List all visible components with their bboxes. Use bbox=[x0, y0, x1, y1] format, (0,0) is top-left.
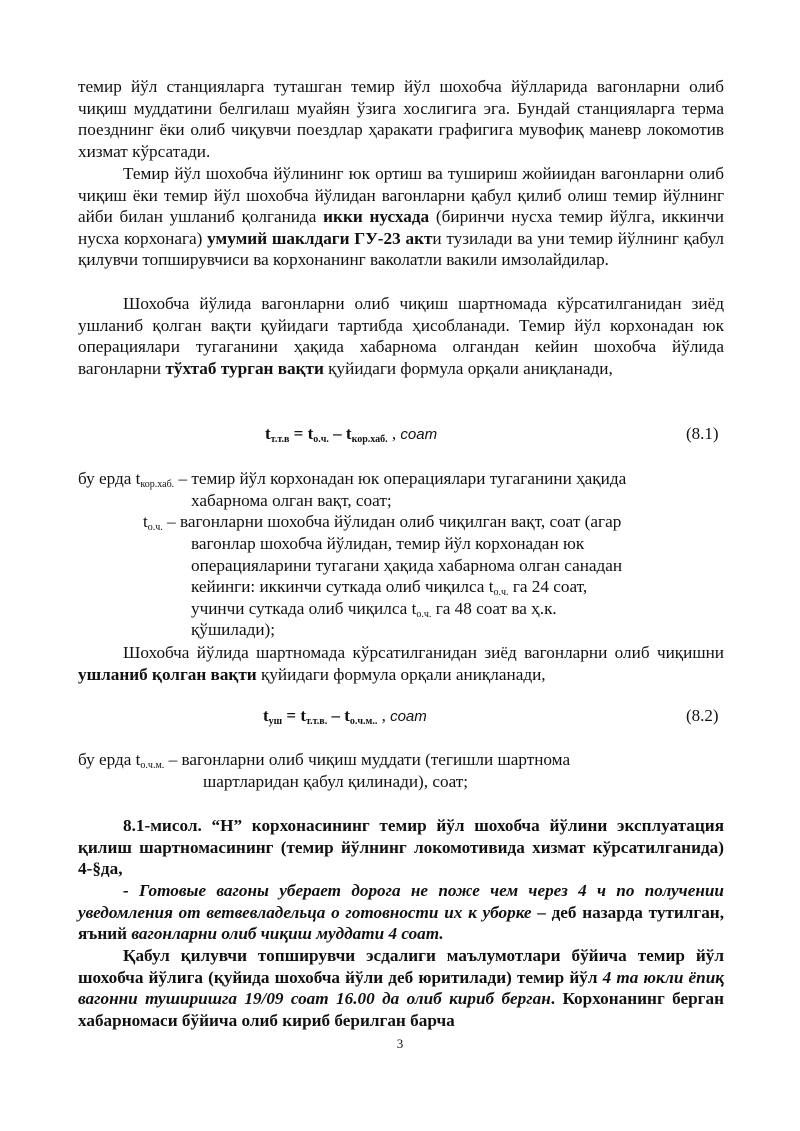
quoted-text: - Готовые вагоны уберает дорога не поже чем через 4 ч по получении уведомления от ветвевладельца о готовности их к уборке bbox=[78, 881, 724, 922]
definition-line: шартларидан қабул қилинади), соат; bbox=[203, 772, 469, 791]
page-number: 3 bbox=[396, 1036, 404, 1051]
example-heading: 8.1-мисол. “Н” корхонасининг темир йўл шохобча йўлини эксплуатация қилиш шартномасининг (темир йўлнинг локомотивида хизмат кўрсатилганида) 4-§да, bbox=[78, 816, 724, 878]
text: қуйидаги формула орқали аниқланади, bbox=[323, 358, 613, 378]
paragraph-calculation bbox=[78, 293, 724, 379]
bold-text: ушланиб қолган вақти bbox=[78, 664, 257, 684]
paragraph-act bbox=[78, 163, 724, 271]
formula-8-1: $t_{т.т.в} = t_{о.ч.} - t_{кор.хаб.}$ , соат bbox=[265, 424, 438, 445]
text: – деб назарда тутилган, яъний bbox=[78, 902, 724, 943]
definition-line: вагонлар шохобча йўлидан, темир йўл корхонадан юк bbox=[191, 534, 585, 553]
text: . Корхонанинг берган хабарномаси бўйича олиб кириб берилган барча bbox=[78, 989, 724, 1030]
definition-line: хабарнома олган вақт, соат; bbox=[191, 491, 392, 510]
bold-text: умумий шаклдаги ГУ-23 акт bbox=[207, 228, 433, 248]
formula-8-2: $t_{уш} = t_{т.т.в.} - t_{о.ч.м..}$ , соат bbox=[263, 706, 427, 727]
definition-line: қўшилади); bbox=[191, 620, 276, 639]
bold-text: тўхтаб турган вақти bbox=[165, 358, 324, 378]
text: (биринчи нусха темир йўлга, иккинчи нусха корхонага) bbox=[78, 207, 724, 248]
definition-line: $t_{о.ч.}$ – вагонларни шохобча йўлидан олиб чиқилган вақт, соат (агар bbox=[143, 512, 622, 533]
paragraph-intro: темир йўл станцияларга туташган темир йўл шохобча йўлларида вагонларни олиб чиқиш муддатини белгилаш муайян ўзига хослигига эга. Бундай станцияларга терма поезднинг ёки олиб чиқувчи поездлар ҳаракати графигига мувофиқ маневр локомотив хизмат кўрсатади. bbox=[78, 77, 724, 161]
text: Қабул қилувчи топширувчи эсдалиги маълумотлари бўйича темир йўл шохобча йўлига (қуйида шохобча йўли деб юритилади) темир йўл bbox=[78, 946, 724, 987]
equation-number: (8.1) bbox=[686, 424, 719, 443]
definition-line: бу ерда $t_{кор.хаб.}$ – темир йўл корхонадан юк операциялари тугаганини ҳақида bbox=[78, 469, 627, 490]
italic-text: 4 та юкли ёпиқ вагонни туширишга 19/09 соат 16.00 да олиб кириб берган bbox=[78, 967, 725, 1008]
bold-text: икки нусхада bbox=[323, 207, 430, 226]
text: Темир йўл шохобча йўлининг юк ортиш ва тушириш жойиидан вагонларни олиб чиқиш ёки темир йўл шохобча йўлидан вагонларни қабул қилиб олиш темир йўлнинг айби билан ушланиб қолганида bbox=[78, 164, 724, 226]
text: Шохобча йўлида шартномада кўрсатилганидан зиёд вагонларни олиб чиқишни bbox=[123, 643, 724, 662]
italic-text: вагонларни олиб чиқиш муддати 4 соат. bbox=[131, 924, 444, 943]
definition-line: учинчи суткада олиб чиқилса $t_{о.ч.}$ га 48 соат ва ҳ.к. bbox=[191, 599, 557, 620]
equation-number: (8.2) bbox=[686, 706, 719, 725]
definition-line: бу ерда $t_{о.ч.м.}$ – вагонларни олиб чиқиш муддати (тегишли шартнома bbox=[78, 750, 571, 771]
text: и тузилади ва уни темир йўлнинг қабул қилувчи топширувчиси ва корхонанинг ваколатли вакили имзолайдилар. bbox=[78, 228, 724, 269]
paragraph-delay bbox=[78, 642, 724, 685]
definition-line: операцияларини тугагани ҳақида хабарнома олган санадан bbox=[191, 556, 623, 575]
example-condition bbox=[78, 880, 724, 945]
text: қуйидаги формула орқали аниқланади, bbox=[256, 664, 546, 684]
text: Шохобча йўлида вагонларни олиб чиқиш шартномада кўрсатилганидан зиёд ушланиб қолган вақти қуйидаги тартибда ҳисобланади. Темир йўл корхонадан юк операциялари тугаганини ҳақида хабарнома олгандан кейин шохобча йўлида вагонларни bbox=[78, 294, 724, 378]
example-data bbox=[78, 945, 724, 1031]
definition-line: кейинги: иккинчи суткада олиб чиқилса $t_{о.ч.}$ га 24 соат, bbox=[191, 577, 588, 598]
